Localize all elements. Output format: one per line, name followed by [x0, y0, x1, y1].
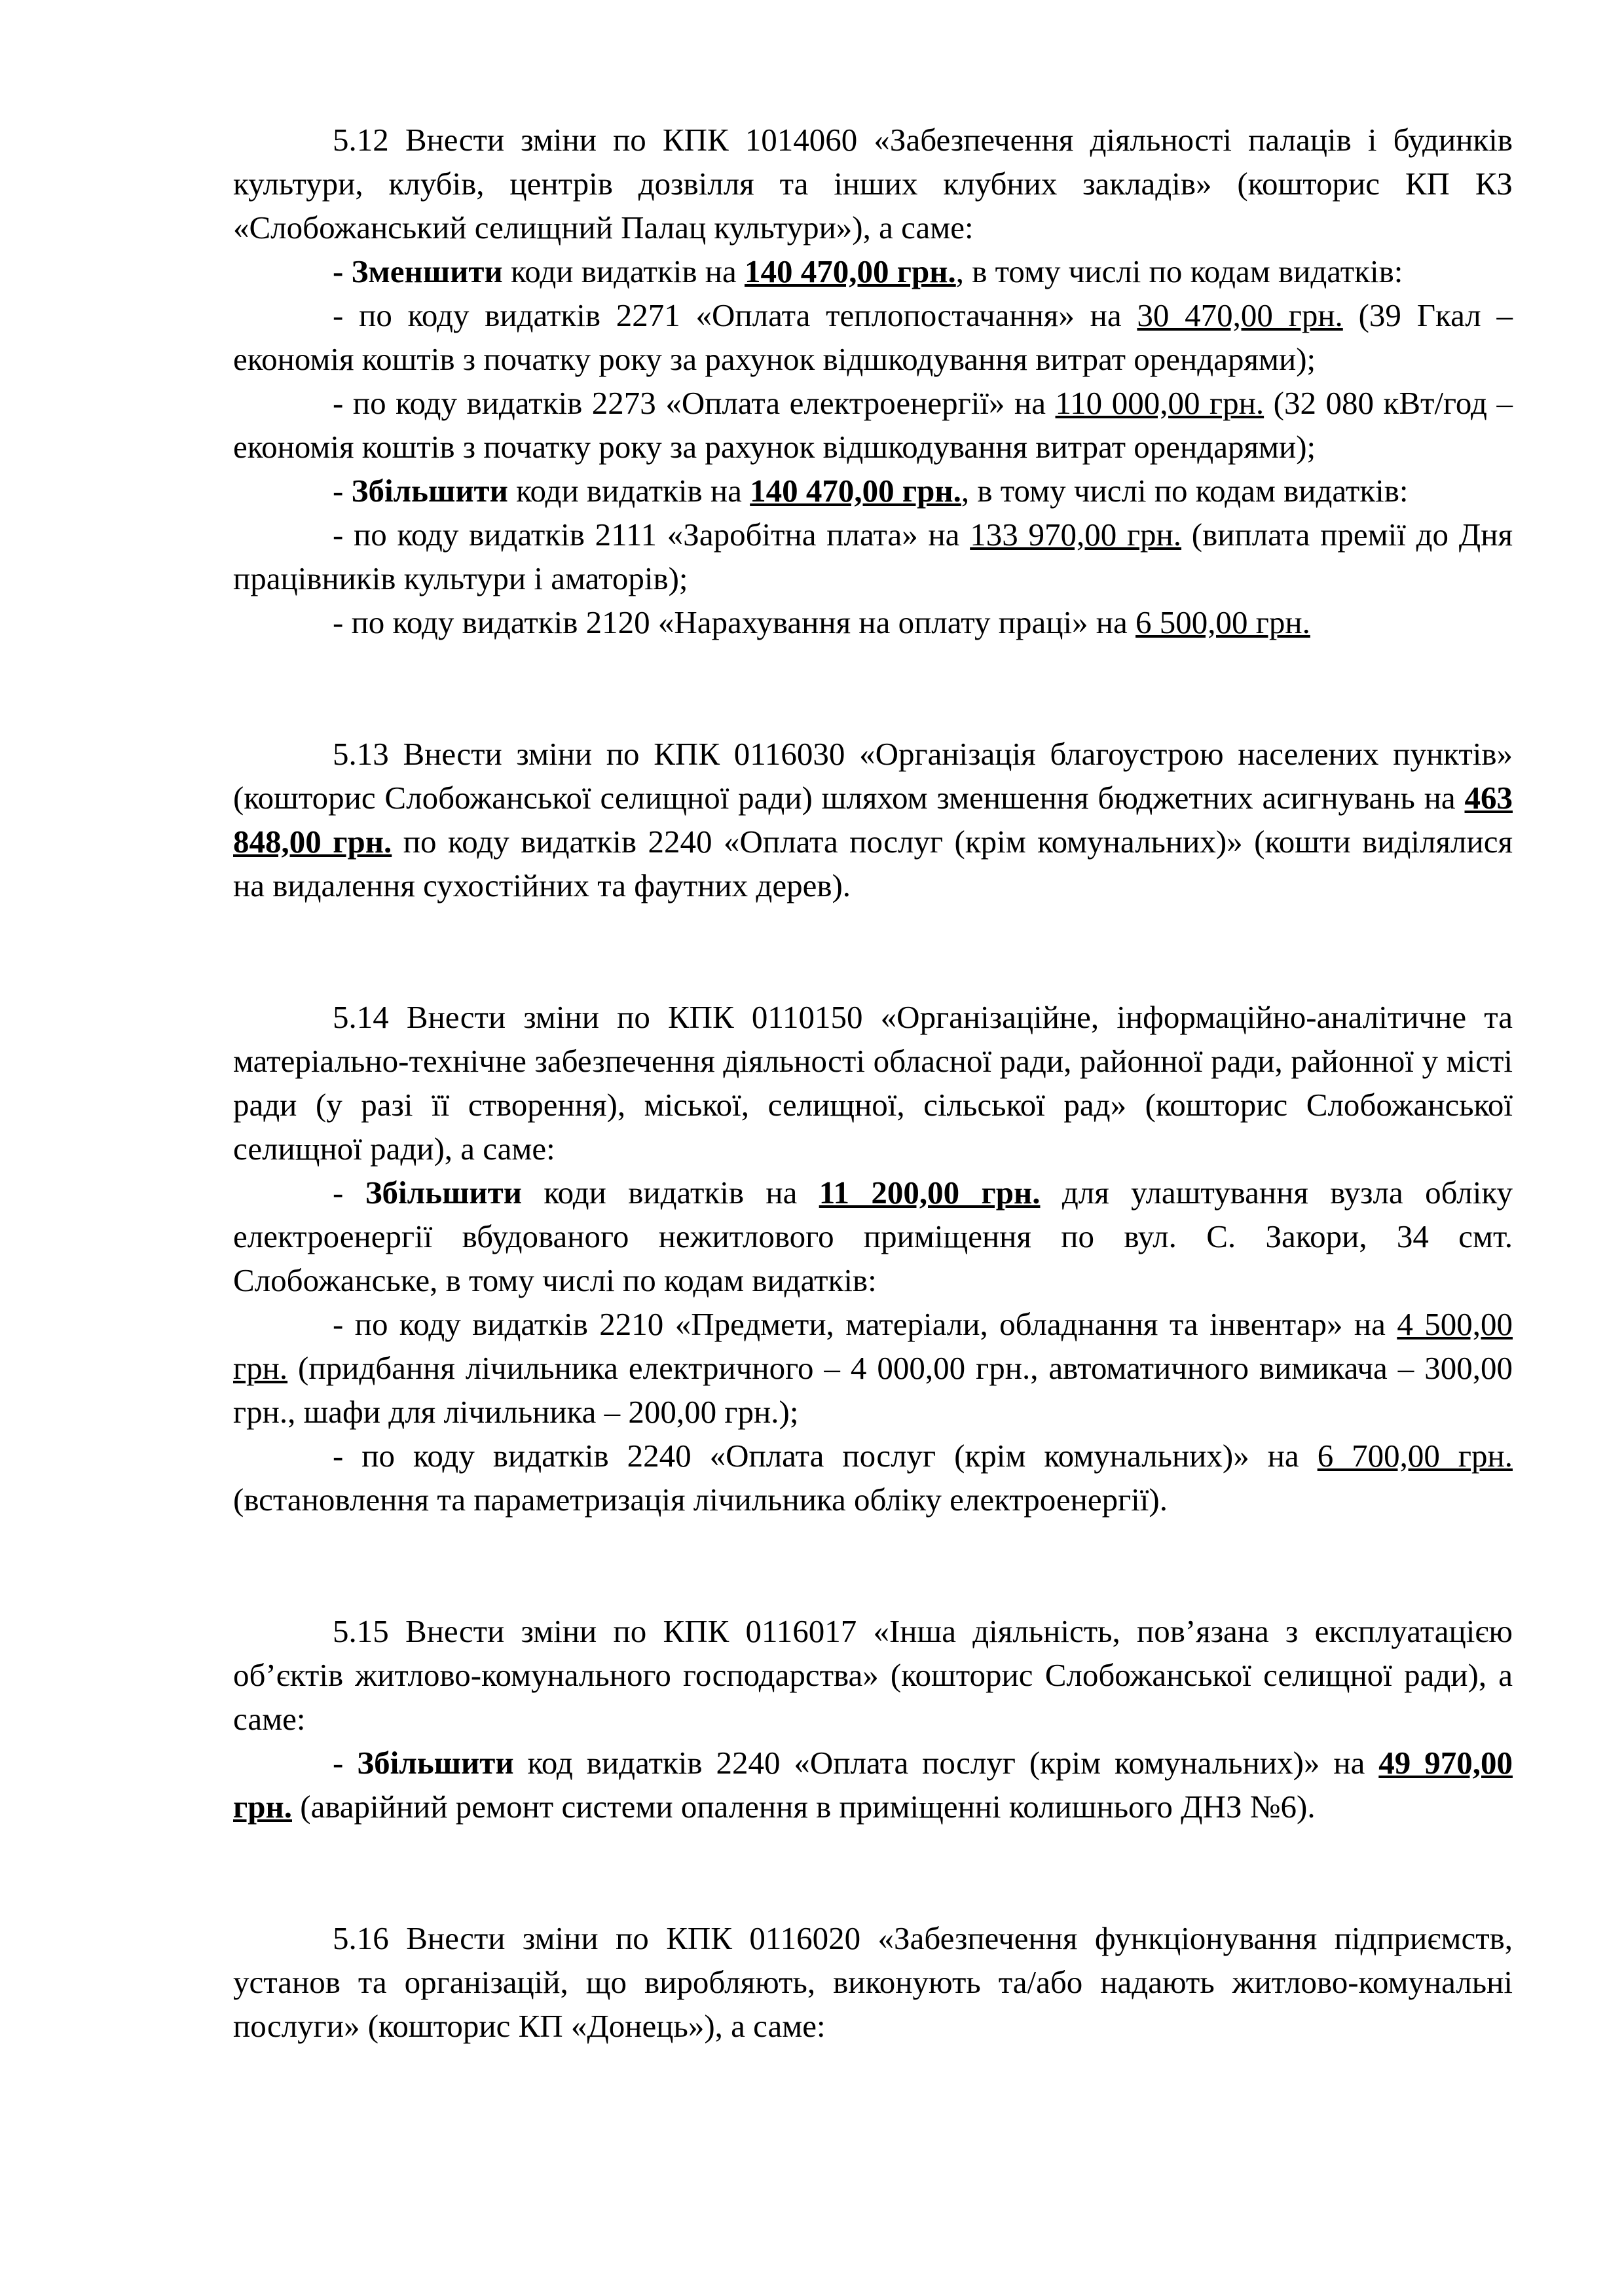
section-5-13 [233, 732, 1513, 907]
section-5-16-intro: 5.16 Внести зміни по КПК 0116020 «Забезпечення функціонування підприємств, установ та організацій, що виробляють, виконують та/або надають житлово-комунальні послуги» (кошторис КП «Донець»), а саме: [233, 1920, 1513, 2044]
expense-line: - по коду видатків 2271 «Оплата теплопостачання» на 30 470,00 грн. (39 Гкал – економія коштів з початку року за рахунок відшкодування витрат орендарями); [233, 297, 1513, 377]
expense-line: - по коду видатків 2210 «Предмети, матеріали, обладнання та інвентар» на 4 500,00 грн. (придбання лічильника електричного – 4 000,00 грн., автоматичного вимикача – 300,00 грн., шафи для лічильника – 200,00 грн.); [233, 1306, 1513, 1430]
section-spacer [233, 1829, 1513, 1916]
section-5-15 [233, 1609, 1513, 1829]
decrease-amount: 463 848,00 грн. [233, 780, 1513, 860]
decrease-amount: 140 470,00 грн. [744, 253, 956, 289]
document-page [233, 118, 1513, 2048]
section-spacer [233, 644, 1513, 732]
increase-paragraph: - Збільшити коди видатків на 11 200,00 грн. для улаштування вузла обліку електроенергії вбудованого нежитлового приміщення по вул. С. Закори, 34 смт. Слобожанське, в тому числі по кодам видатків: [233, 1175, 1513, 1298]
section-5-14-intro: 5.14 Внести зміни по КПК 0110150 «Організаційне, інформаційно-аналітичне та матеріально-технічне забезпечення діяльності обласної ради, районної ради, районної у місті ради (у разі її створення), міської, селищної, сільської рад» (кошторис Слобожанської селищної ради), а саме: [233, 999, 1513, 1167]
expense-line: - по коду видатків 2240 «Оплата послуг (крім комунальних)» на 6 700,00 грн. (встановлення та параметризація лічильника обліку електроенергії). [233, 1438, 1513, 1518]
decrease-paragraph: - Зменшити коди видатків на 140 470,00 грн., в тому числі по кодам видатків: [333, 253, 1403, 289]
increase-paragraph: - Збільшити код видатків 2240 «Оплата послуг (крім комунальних)» на 49 970,00 грн. (аварійний ремонт системи опалення в приміщенні колишнього ДНЗ №6). [233, 1745, 1513, 1825]
section-5-12-intro: 5.12 Внести зміни по КПК 1014060 «Забезпечення діяльності палаців і будинків культури, клубів, центрів дозвілля та інших клубних закладів» (кошторис КП КЗ «Слобожанський селищний Палац культури»), а саме: [233, 122, 1513, 246]
increase-amount: 140 470,00 грн. [750, 473, 961, 509]
increase-paragraph: - Збільшити коди видатків на 140 470,00 грн., в тому числі по кодам видатків: [333, 473, 1409, 509]
section-5-16 [233, 1916, 1513, 2048]
increase-amount: 11 200,00 грн. [819, 1175, 1041, 1211]
section-5-13-text: 5.13 Внести зміни по КПК 0116030 «Організація благоустрою населених пунктів» (кошторис Слобожанської селищної ради) шляхом зменшення бюджетних асигнувань на 463 848,00 грн. по коду видатків 2240 «Оплата послуг (крім комунальних)» (кошти виділялися на видалення сухостійних та фаутних дерев). [233, 736, 1513, 903]
expense-line: - по коду видатків 2111 «Заробітна плата» на 133 970,00 грн. (виплата премії до Дня працівників культури і аматорів); [233, 517, 1513, 596]
expense-amount: 6 500,00 грн. [1135, 604, 1310, 640]
expense-line: - по коду видатків 2120 «Нарахування на оплату праці» на 6 500,00 грн. [333, 604, 1310, 640]
increase-label: Збільшити [357, 1745, 514, 1781]
increase-label: Збільшити [365, 1175, 522, 1211]
section-spacer [233, 907, 1513, 995]
expense-amount: 6 700,00 грн. [1317, 1438, 1513, 1474]
section-5-15-intro: 5.15 Внести зміни по КПК 0116017 «Інша діяльність, пов’язана з експлуатацією об’єктів житлово-комунального господарства» (кошторис Слобожанської селищної ради), а саме: [233, 1613, 1513, 1737]
increase-amount: 49 970,00 грн. [233, 1745, 1513, 1825]
section-spacer [233, 1522, 1513, 1609]
expense-amount: 30 470,00 грн. [1137, 297, 1343, 333]
expense-amount: 4 500,00 грн. [233, 1306, 1513, 1386]
section-5-14 [233, 995, 1513, 1522]
section-5-12 [233, 118, 1513, 644]
increase-label: Збільшити [351, 473, 508, 509]
decrease-label: - Зменшити [333, 253, 503, 289]
expense-amount: 133 970,00 грн. [970, 517, 1182, 553]
expense-line: - по коду видатків 2273 «Оплата електроенергії» на 110 000,00 грн. (32 080 кВт/год – економія коштів з початку року за рахунок відшкодування витрат орендарями); [233, 385, 1513, 465]
expense-amount: 110 000,00 грн. [1055, 385, 1264, 421]
